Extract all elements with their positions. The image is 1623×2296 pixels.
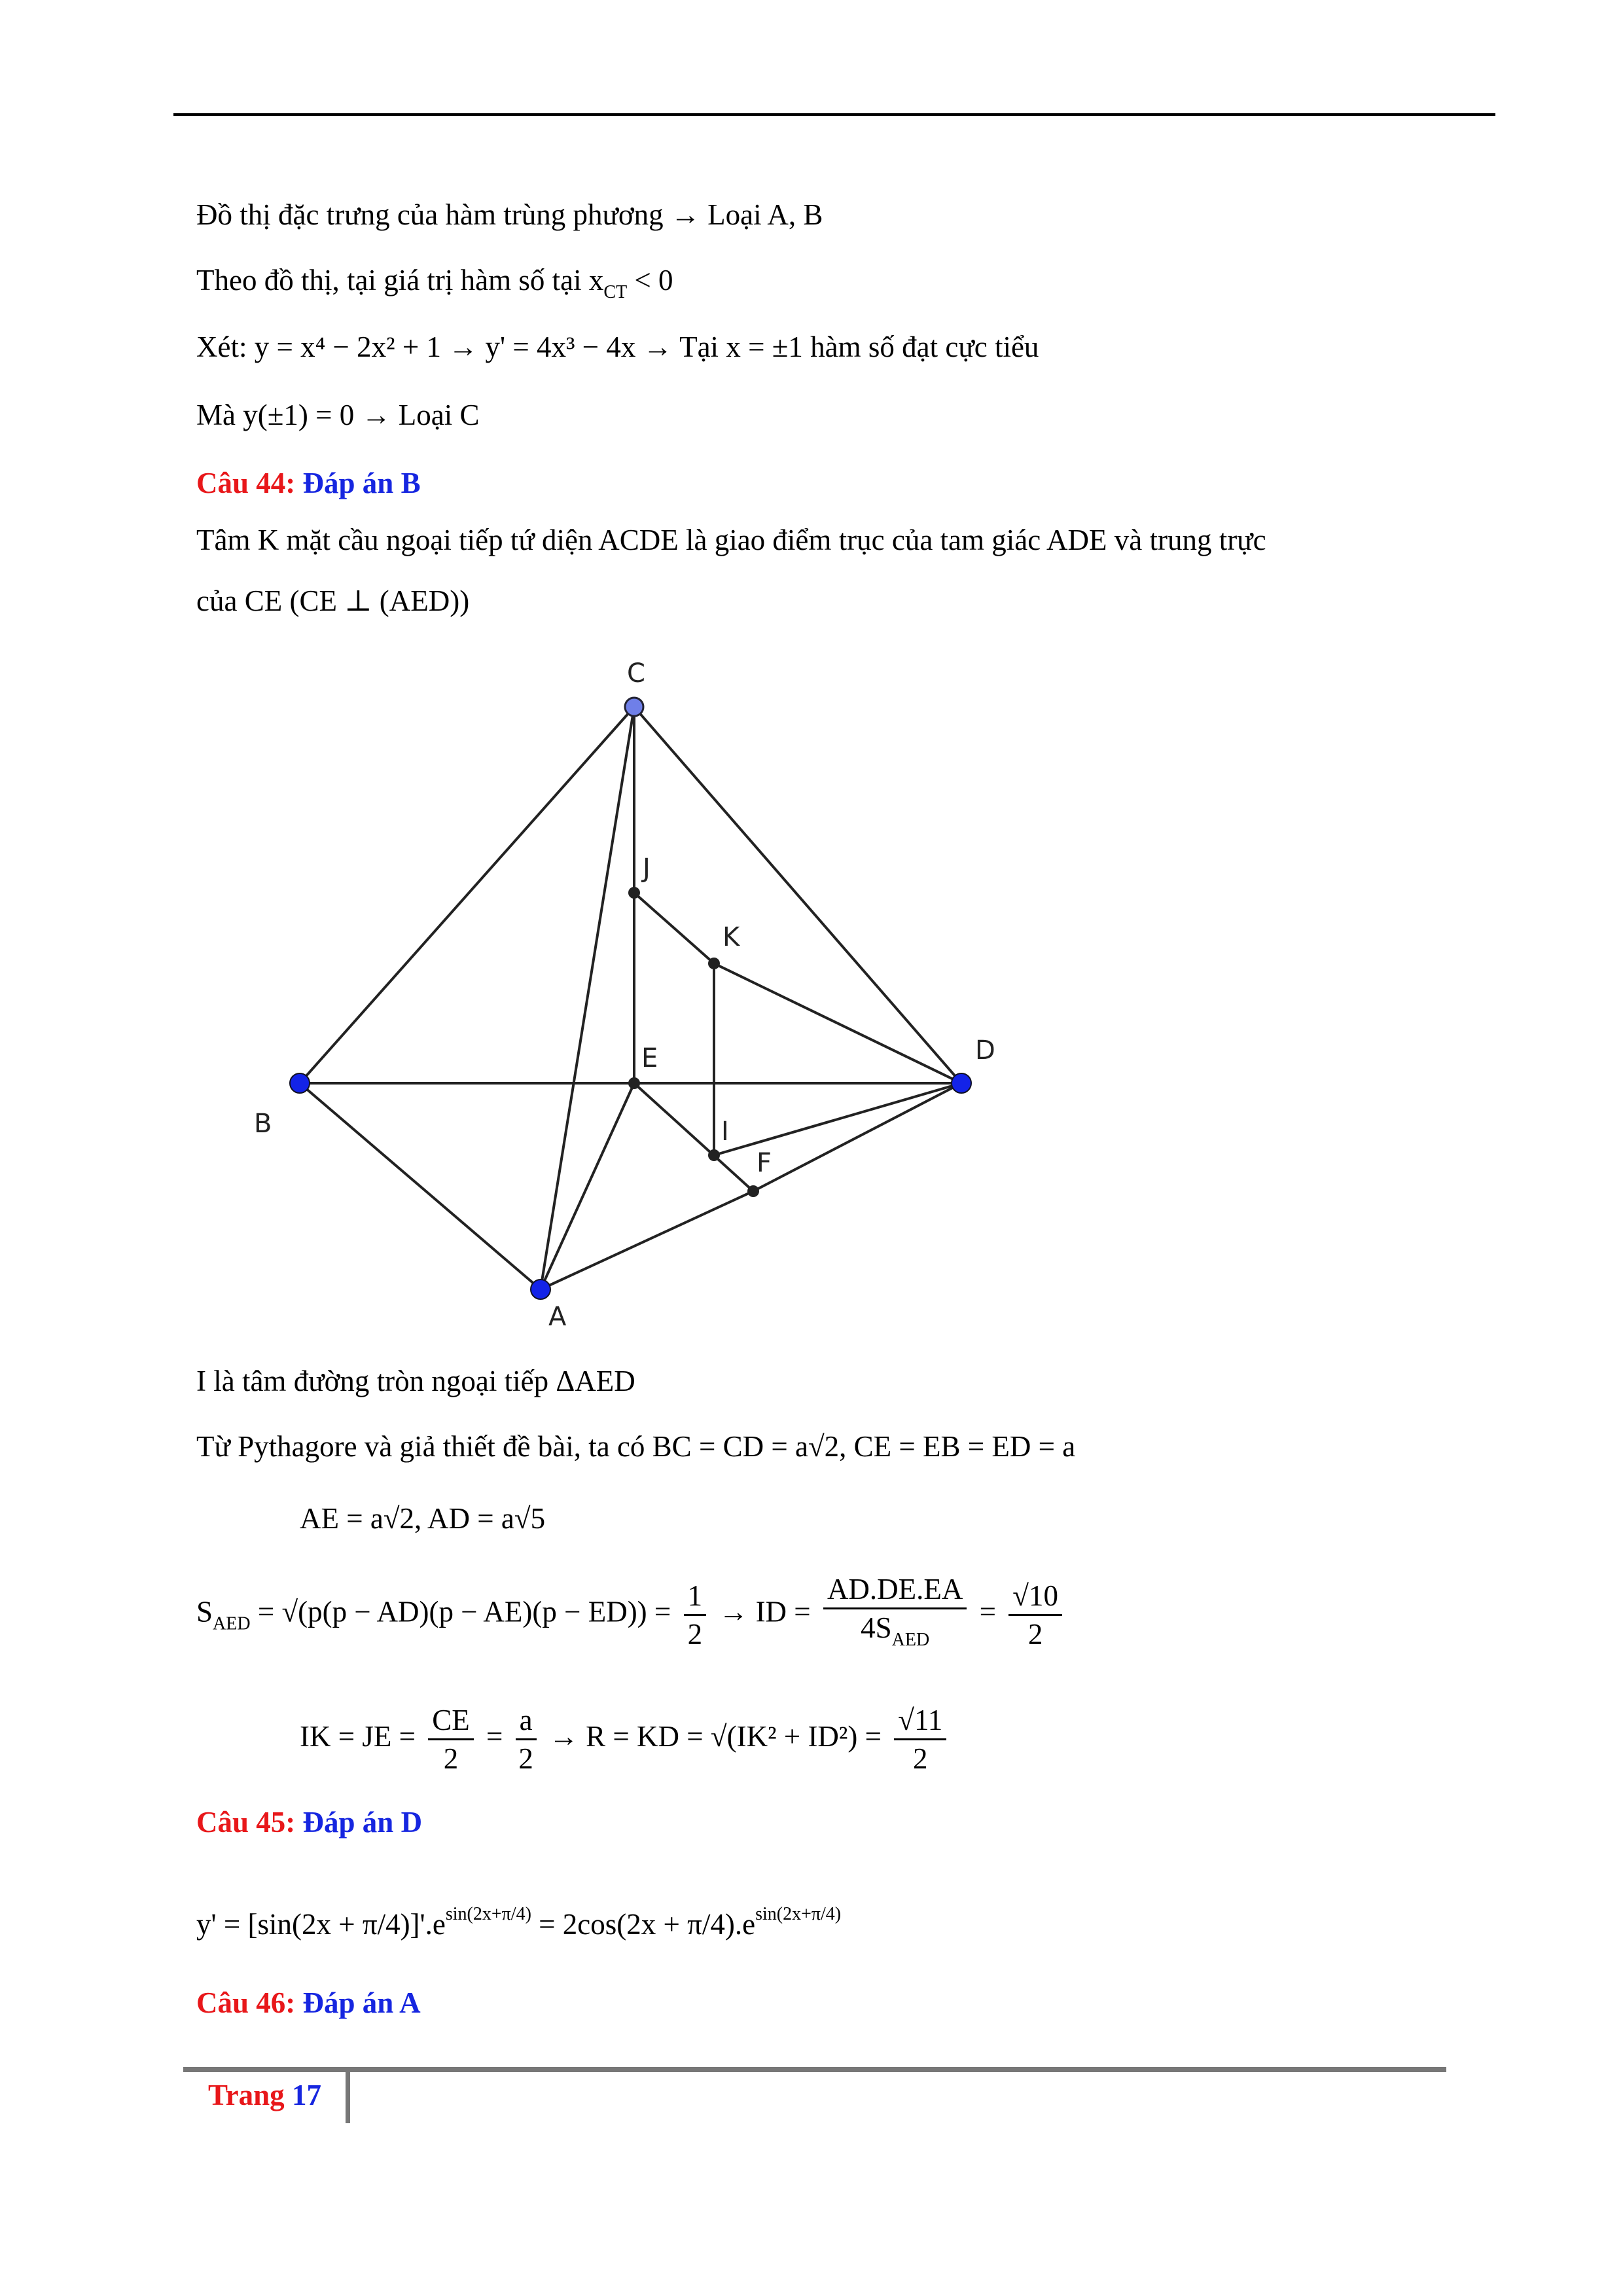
answer-label: Đáp án B	[302, 467, 421, 499]
edge-ef	[634, 1083, 753, 1191]
math-sup: sin(2x+π/4)	[755, 1904, 842, 1924]
fraction	[428, 1702, 474, 1777]
page-label: Trang	[208, 2079, 285, 2111]
fraction	[894, 1702, 946, 1777]
frac-den: 2	[687, 1617, 703, 1651]
math-inline: y = x⁴ − 2x² + 1 → y' = 4x³ − 4x →	[254, 331, 673, 363]
edge-af	[541, 1191, 753, 1289]
answer-label: Đáp án D	[302, 1806, 423, 1839]
question-number: Câu 45:	[196, 1806, 296, 1839]
edge-ae	[541, 1083, 634, 1289]
point-i	[708, 1149, 720, 1161]
edge-id	[714, 1083, 961, 1155]
equation	[196, 1895, 841, 1944]
line-text: của CE	[196, 584, 283, 617]
question-45-heading	[196, 1803, 422, 1842]
question-46-heading	[196, 1983, 421, 2022]
equation	[196, 1571, 1067, 1659]
frac-den	[823, 1609, 967, 1659]
math-var: S	[196, 1595, 213, 1628]
point-k	[708, 958, 720, 969]
fraction	[823, 1571, 967, 1659]
label-c: C	[627, 658, 645, 689]
frac-den: 2	[443, 1742, 459, 1775]
label-k: K	[722, 922, 740, 952]
footer-divider	[346, 2070, 350, 2123]
math-sup: sin(2x+π/4)	[445, 1904, 531, 1924]
point-f	[747, 1185, 759, 1197]
frac-den: 2	[913, 1742, 928, 1775]
frac-num: √10	[1008, 1577, 1062, 1616]
header-rule	[173, 113, 1495, 116]
edge-jk	[634, 893, 714, 963]
label-j: J	[643, 853, 651, 884]
frac-num: 1	[684, 1577, 707, 1616]
footer-rule	[183, 2067, 1446, 2072]
text-line	[196, 1361, 635, 1401]
frac-num: a	[516, 1702, 537, 1740]
math-inline: BC = CD = a√2, CE = EB = ED = a	[652, 1430, 1076, 1463]
line-text: Xét:	[196, 331, 247, 363]
line-text: hàm số đạt cực tiểu	[810, 331, 1039, 363]
fraction	[1008, 1577, 1062, 1653]
math-sub: CT	[603, 282, 628, 302]
line-text: Tại	[679, 331, 719, 363]
equation: AE = a√2, AD = a√5	[300, 1502, 546, 1535]
equation	[300, 1702, 952, 1777]
math-expr: IK = JE =	[300, 1719, 423, 1753]
line-text: Theo đồ thị, tại giá trị hàm số tại	[196, 264, 582, 296]
line-text: Loại C	[398, 399, 480, 431]
answer-label: Đáp án A	[302, 1986, 421, 2019]
page-footer	[208, 2078, 321, 2112]
math-inline: (CE ⊥ (AED))	[289, 584, 470, 617]
math-inline: x = ±1	[726, 331, 803, 363]
math-inline	[588, 264, 673, 302]
math-expr: y' = [sin(2x + π/4)]'.e	[196, 1908, 446, 1941]
label-i: I	[721, 1117, 729, 1147]
text-line	[196, 395, 480, 435]
text-line: Tâm K mặt cầu ngoại tiếp tứ diện ACDE là giao điểm trục của tam giác ADE và trung trực	[196, 524, 1266, 556]
math-rel: < 0	[627, 264, 673, 296]
label-a: A	[548, 1302, 567, 1332]
point-a	[531, 1280, 550, 1299]
math-expr: =	[979, 1595, 1004, 1628]
math-eq: =	[486, 1719, 503, 1753]
point-d	[952, 1073, 971, 1093]
question-number: Câu 44:	[196, 467, 296, 499]
math-sub: AED	[213, 1613, 251, 1634]
edge-ca	[541, 707, 634, 1289]
text-line	[196, 581, 469, 620]
frac-den-main: 4S	[861, 1611, 892, 1644]
point-e	[628, 1077, 640, 1089]
frac-den: 2	[1027, 1617, 1043, 1651]
page-number: 17	[291, 2079, 321, 2111]
text-line	[196, 260, 673, 312]
frac-num: √11	[894, 1702, 946, 1740]
line-text: Mà	[196, 399, 236, 431]
math-expr: → R = KD = √(IK² + ID²) =	[548, 1719, 889, 1753]
point-j	[628, 887, 640, 899]
frac-num: CE	[428, 1702, 474, 1740]
edge-cd	[634, 707, 961, 1083]
label-d: D	[975, 1035, 995, 1066]
math-expr: = 2cos(2x + π/4).e	[531, 1908, 756, 1941]
text-line	[196, 327, 1039, 367]
fraction	[516, 1702, 537, 1777]
math-expr: = √(p(p − AD)(p − AE)(p − ED)) =	[250, 1595, 679, 1628]
edge-fd	[753, 1083, 961, 1191]
math-sub: AED	[891, 1630, 930, 1650]
edge-ba	[300, 1083, 541, 1289]
math-inline: y(±1) = 0 →	[243, 399, 391, 431]
edge-kd	[714, 963, 961, 1083]
question-44-heading	[196, 463, 421, 503]
question-number: Câu 46:	[196, 1986, 296, 2019]
line-text: I là tâm đường tròn ngoại tiếp	[196, 1365, 549, 1397]
math-var: x	[588, 264, 604, 296]
tetrahedron-figure	[223, 648, 1073, 1355]
line-text: Từ Pythagore và giả thiết đề bài, ta có	[196, 1430, 645, 1463]
point-c	[625, 698, 643, 716]
math-inline: ΔAED	[556, 1365, 635, 1397]
label-f: F	[757, 1148, 772, 1178]
frac-den: 2	[518, 1742, 533, 1775]
math-expr: → ID =	[719, 1595, 818, 1628]
point-b	[290, 1073, 310, 1093]
frac-num: AD.DE.EA	[823, 1571, 967, 1609]
fraction	[684, 1577, 707, 1653]
label-b: B	[254, 1109, 272, 1139]
label-e: E	[641, 1043, 658, 1073]
text-line	[196, 1427, 1075, 1466]
text-line: Đồ thị đặc trưng của hàm trùng phương → Loại A, B	[196, 198, 823, 231]
